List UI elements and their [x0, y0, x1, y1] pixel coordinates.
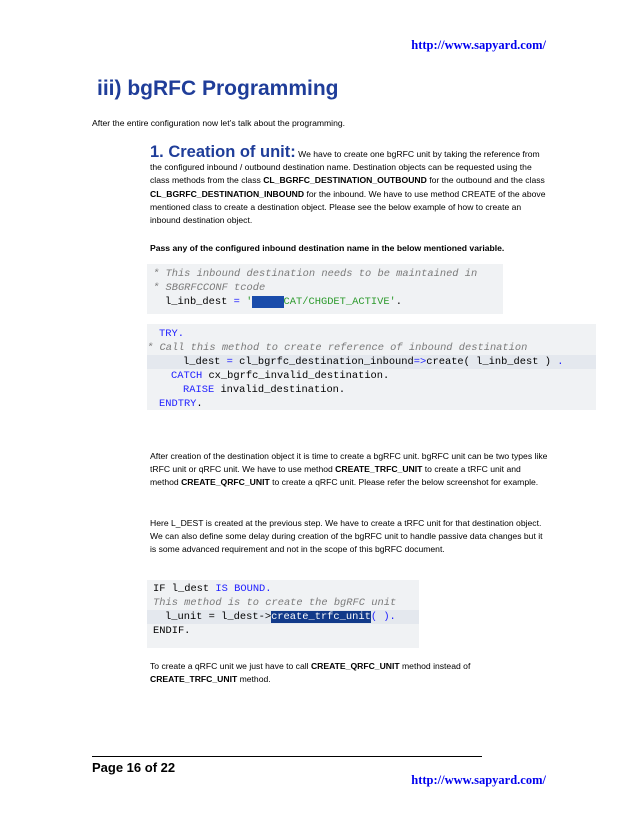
- code2-try: TRY.: [159, 328, 184, 340]
- code1-line2: * SBGRFCCONF tcode: [153, 282, 266, 294]
- pass-note: Pass any of the configured inbound destination name in the below mentioned variable.: [150, 243, 505, 253]
- page-number: Page 16 of 22: [92, 760, 176, 775]
- code2-endtry: ENDTRY.: [159, 398, 203, 410]
- step1-paragraph: [150, 143, 548, 227]
- step1-heading: 1. Creation of unit:: [150, 143, 296, 161]
- footer-url-link[interactable]: http://www.sapyard.com/: [411, 773, 546, 787]
- step1-text-c: for the inbound. We have to use method CREATE of the above mentioned class to create a destination object. Please see the below example of how to create an inbound destination object.: [150, 188, 546, 226]
- code2-comment: * Call this method to create reference of inbound destination: [147, 342, 528, 354]
- step1-class-outbound: CL_BGRFC_DESTINATION_OUTBOUND: [263, 175, 427, 186]
- step2-paragraph: After creation of the destination object it is time to create a bgRFC unit. bgRFC unit can be two types like tRFC unit or qRFC unit. We have to use method CREATE_TRFC_UNIT to create a tRFC unit and method CREATE_QRFC_UNIT to create a qRFC unit. Please refer the below screenshot for example.: [150, 451, 548, 488]
- code3-unit: l_unit = l_dest->create_trfc_unit( ).: [147, 610, 419, 624]
- code1-line1: * This inbound destination needs to be maintained in: [153, 268, 478, 280]
- footer-divider: [92, 756, 482, 757]
- header-url-link[interactable]: http://www.sapyard.com/: [411, 38, 546, 52]
- step1-text-a: We have to create one bgRFC unit by taking the reference from the configured inbound / outbound destination name. Destination objects can be requested using the class methods from the class: [150, 149, 540, 186]
- code1-line3: l_inb_dest = 'XXXXXCAT/CHGDET_ACTIVE'.: [165, 296, 403, 308]
- code2-raise: RAISE invalid_destination.: [183, 384, 346, 396]
- step1-class-inbound: CL_BGRFC_DESTINATION_INBOUND: [150, 188, 305, 199]
- section-title: iii) bgRFC Programming: [97, 77, 339, 100]
- code3-comment: This method is to create the bgRFC unit: [153, 597, 397, 609]
- code2-catch: CATCH cx_bgrfc_invalid_destination.: [171, 370, 390, 382]
- redacted-block: XXXXX: [252, 296, 284, 308]
- method-create-trfc-unit: CREATE_TRFC_UNIT: [335, 464, 423, 475]
- code-snippet-create-destination: [147, 324, 596, 410]
- intro-text: After the entire configuration now let’s talk about the programming.: [92, 118, 346, 128]
- step3-paragraph: Here L_DEST is created at the previous step. We have to create a tRFC unit for that destination object. We can also define some delay during creation of the bgRFC unit to handle passive data changes but it is some advanced requirement and not in the scope of this bgRFC document.: [150, 518, 543, 555]
- code-snippet-destination: [147, 264, 503, 314]
- code3-endif: ENDIF.: [153, 625, 191, 637]
- code2-call: l_dest = cl_bgrfc_destination_inbound=>create( l_inb_dest ) .: [147, 355, 596, 369]
- method-create-qrfc-unit: CREATE_QRFC_UNIT: [181, 477, 270, 488]
- code3-if: IF l_dest IS BOUND.: [153, 583, 272, 595]
- code-snippet-create-unit: [147, 580, 419, 648]
- step4-paragraph: To create a qRFC unit we just have to call CREATE_QRFC_UNIT method instead of CREATE_TRFC_UNIT method.: [150, 661, 471, 685]
- step1-text-b: for the outbound and the class: [426, 175, 545, 186]
- selected-method: create_trfc_unit: [271, 611, 371, 623]
